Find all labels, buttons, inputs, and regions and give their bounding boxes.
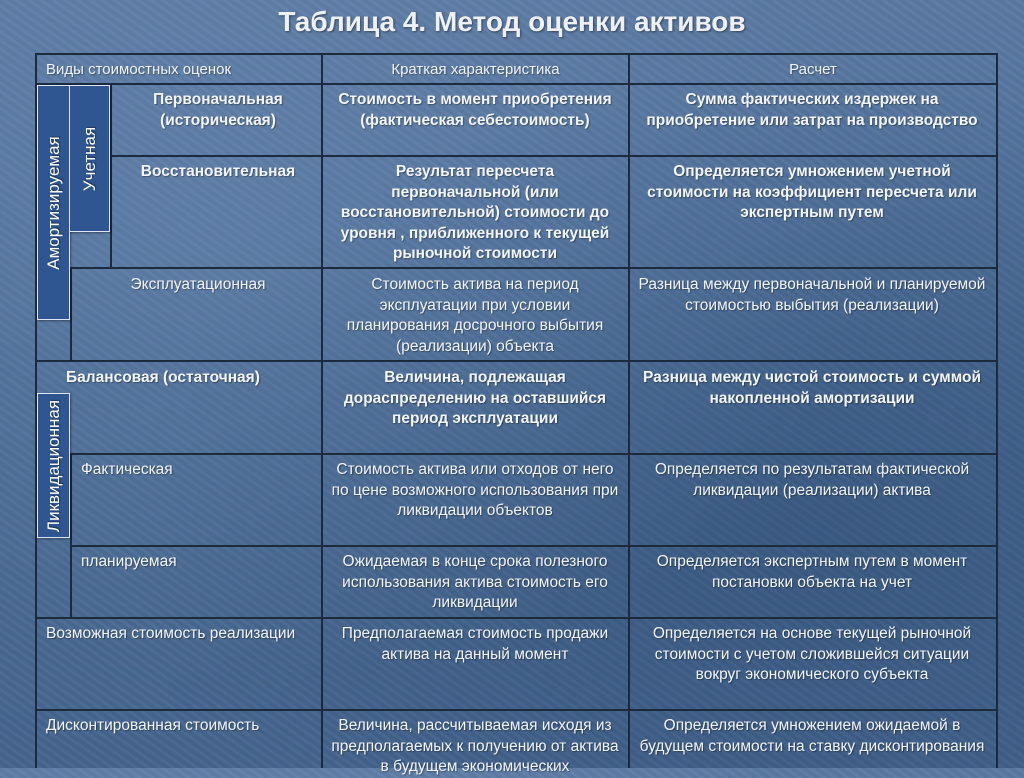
row-calculation: Определяется по результатам фактической ликвидации (реализации) актива [654,461,970,499]
header-description: Краткая характеристика [391,61,560,78]
slide-title: Таблица 4. Метод оценки активов [278,6,746,37]
header-calculation: Расчет [789,61,837,78]
grid-line [996,53,998,768]
group-label-amortized: Амортизируемая [37,85,70,320]
row-description: Результат пересчета первоначальной (или восстановительной) стоимости до уровня , приближенного к текущей рыночной стоимости [340,163,610,262]
grid-line [70,453,997,455]
grid-line [70,267,997,269]
row-name: Восстановительная [140,163,296,180]
row-calculation: Сумма фактических издержек на приобретение или затрат на производство [646,91,978,129]
row-name: Первоначальная (историческая) [153,91,283,129]
grid-line [110,84,112,268]
grid-line [321,53,323,768]
row-calculation: Определяется экспертным путем в момент постановки объекта на учет [656,553,968,591]
grid-line [70,453,72,617]
row-calculation: Разница между первоначальной и планируемой стоимостью выбытия (реализации) [638,276,986,314]
grid-line [110,155,997,157]
row-description: Ожидаемая в конце срока полезного использования актива стоимость его ликвидации [342,553,608,611]
grid-line [70,545,997,547]
grid-line [35,83,997,85]
row-description: Величина, рассчитываемая исходя из предполагаемых к получению от актива в будущем экономических [331,717,619,775]
grid-line [628,53,630,768]
row-calculation: Разница между чистой стоимость и суммой накопленной амортизации [642,369,982,407]
row-name: Возможная стоимость реализации [46,625,296,642]
row-description: Стоимость актива на период эксплуатации при условии планирования досрочного выбытия (реализации) объекта [346,276,604,355]
row-calculation: Определяется умножением ожидаемой в будущем стоимости на ставку дисконтирования [639,717,985,755]
row-description: Величина, подлежащая дораспределению на оставшийся период эксплуатации [343,369,607,427]
row-description: Стоимость в момент приобретения (фактическая себестоимость) [338,91,612,129]
group-label-accounting: Учетная [69,85,110,232]
row-name: Дисконтированная стоимость [46,717,260,734]
row-calculation: Определяется на основе текущей рыночной стоимости с учетом сложившейся ситуации вокруг экономического субъекта [652,625,972,683]
grid-line [35,53,997,55]
grid-line [35,360,997,362]
row-name: Эксплуатационная [130,276,266,293]
grid-line [35,617,997,619]
grid-line [35,709,997,711]
row-description: Стоимость актива или отходов от него по цене возможного использования при ликвидации объектов [331,461,619,519]
row-name: планируемая [81,553,177,570]
row-name: Фактическая [81,461,173,478]
group-label-liquidation: Ликвидационная [37,393,70,538]
header-types: Виды стоимостных оценок [46,61,232,78]
grid-line [70,268,72,360]
row-name: Балансовая (остаточная) [66,369,260,386]
row-calculation: Определяется умножением учетной стоимости на коэффициент пересчета или экспертным путем [647,163,977,221]
row-description: Предполагаемая стоимость продажи актива на данный момент [341,625,609,663]
